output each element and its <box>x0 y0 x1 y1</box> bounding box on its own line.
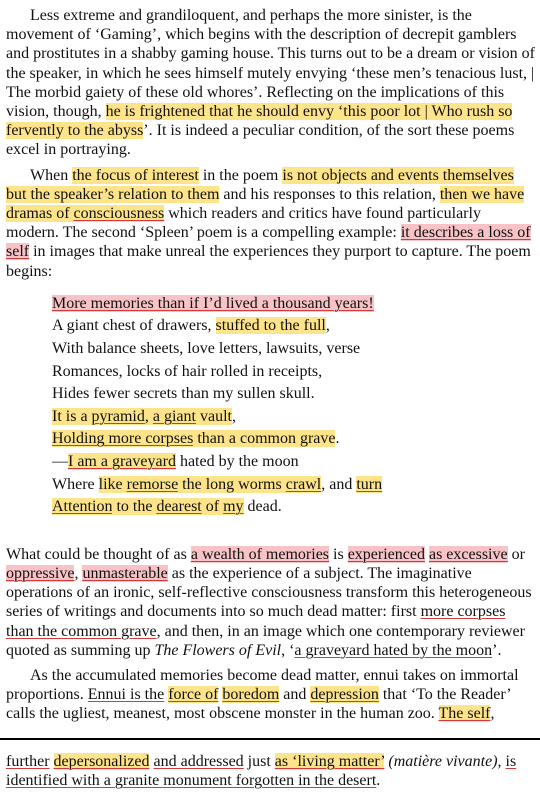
yellow-highlight: he is frightened that he should envy ‘this poor lot | Who rush so fervently to the abyss <box>6 103 513 140</box>
red-underline: and addressed <box>153 753 244 770</box>
text-run: , and <box>321 475 357 493</box>
red-underline: further <box>6 753 50 770</box>
text-run: as the experience of a subject. The imaginative operations of an ironic, self-reflective consciousness transform this heterogeneous series of writings and documents into so much dead matter: first <box>6 564 532 621</box>
text-run: , <box>325 317 330 335</box>
yellow-highlight: as ‘living matter’ <box>274 753 385 770</box>
text-run: in images that make unreal the experiences they purport to capture. The poem begins: <box>6 243 531 280</box>
yellow-highlight: like <box>98 475 127 493</box>
text-run: just <box>243 753 275 770</box>
text-run: that ‘To the Reader’ calls the ugliest, meanest, most obscene monster in the human zoo. <box>6 686 511 723</box>
yellow-highlight: is not objects and events themselves but the speaker’s relation to them <box>6 166 514 203</box>
pink-highlight: as excessive <box>428 545 508 563</box>
text-run: , <box>74 564 83 582</box>
text-run: Romances, locks of hair rolled in receipts, <box>52 362 323 380</box>
next-page-text <box>6 752 536 790</box>
red-underline: is identified with a granite monument forgotten in the desert <box>6 753 517 790</box>
pink-highlight: experienced <box>347 545 425 563</box>
text-run: When <box>30 166 73 184</box>
yellow-highlight: vault <box>195 407 232 425</box>
text-run: , <box>231 407 236 425</box>
text-run: , <box>490 705 495 723</box>
poem-line <box>52 383 536 406</box>
text-run: As the accumulated memories become dead matter, ennui takes on immortal proportions. <box>6 667 519 704</box>
yellow-highlight: consciousness <box>73 205 165 223</box>
italic-title: The Flowers of Evil <box>154 641 282 659</box>
yellow-highlight: my <box>223 498 244 516</box>
poem-line <box>52 451 536 474</box>
text-run: What could be thought of as <box>6 545 191 563</box>
text-run: — <box>52 453 68 470</box>
yellow-highlight: the long worms <box>178 475 286 493</box>
text-run: ’. It is indeed a peculiar condition, of the sort these poems excel in portraying. <box>6 122 515 159</box>
red-underline: more corpses than the common grave <box>6 603 506 640</box>
text-run: With balance sheets, love letters, lawsuits, verse <box>52 340 361 358</box>
yellow-highlight: the focus of interest <box>72 166 199 184</box>
text-run: , <box>497 753 506 770</box>
pink-highlight: unmasterable <box>82 564 168 582</box>
yellow-highlight: crawl <box>285 475 322 493</box>
text-run: Less extreme and grandiloquent, and perhaps the more sinister, is the movement of ‘Gaming’, which begins with the description of decrepit gamblers and prostitutes in a shabby gaming house. This turns out to be a dream or vision of the speaker, in which he sees himself mutely envying ‘these men’s tenacious lust, | The morbid gaiety of these old whores’. Reflecting on the implications of this vision, though, <box>6 7 535 121</box>
poem-line <box>52 474 536 497</box>
text-run: . <box>376 772 381 790</box>
poem-line <box>52 406 536 429</box>
poem-line <box>52 338 536 361</box>
pink-highlight: it describes a loss of self <box>6 224 531 261</box>
text-run: Where <box>52 475 99 493</box>
paragraph-ennui <box>6 666 536 724</box>
paragraph-consciousness <box>6 166 536 281</box>
yellow-highlight: dearest <box>156 498 202 516</box>
yellow-highlight: Holding more corpses <box>52 430 194 448</box>
poem-line <box>52 293 536 316</box>
text-run: which readers and critics have found particularly modern. The second ‘Spleen’ poem is a compelling example: <box>6 205 481 242</box>
yellow-highlight: a giant <box>152 407 196 425</box>
text-run: and his responses to this relation, <box>219 185 440 203</box>
yellow-highlight: force of <box>168 686 219 704</box>
yellow-highlight: of <box>201 498 224 516</box>
paragraph-gaming <box>6 6 536 160</box>
poem-line <box>52 315 536 338</box>
yellow-highlight: pyramid <box>91 407 145 425</box>
text-run: hated by the moon <box>175 453 299 470</box>
yellow-highlight: depression <box>310 686 379 704</box>
italic-title: (matière vivante) <box>388 753 498 770</box>
text-run: . <box>335 430 340 448</box>
yellow-highlight: I am a graveyard <box>68 453 176 470</box>
page-content <box>6 6 536 730</box>
red-underline: a graveyard hated by the moon <box>294 641 493 659</box>
yellow-highlight: to the <box>112 498 157 516</box>
text-run: A giant chest of drawers, <box>52 317 216 335</box>
text-run <box>50 753 54 770</box>
yellow-highlight: remorse <box>126 475 179 493</box>
yellow-highlight: Attention <box>52 498 113 516</box>
yellow-highlight: stuffed to the full <box>215 317 326 335</box>
text-run: is <box>329 545 348 563</box>
text-run: dead. <box>243 498 282 516</box>
yellow-highlight: then we have dramas of <box>6 185 525 223</box>
yellow-highlight: , <box>144 407 153 425</box>
yellow-highlight: than a common grave <box>193 430 336 448</box>
text-run: , ‘ <box>281 641 295 659</box>
pink-highlight: More memories than if I’d lived a thousand years! <box>52 294 374 312</box>
text-run: ’. <box>492 641 502 659</box>
pink-highlight: oppressive <box>6 564 75 582</box>
yellow-highlight: boredom <box>222 686 280 704</box>
yellow-highlight: The self <box>438 705 491 723</box>
red-underline: Ennui is the <box>87 686 165 704</box>
poem-line <box>52 361 536 384</box>
text-run: and <box>279 686 311 704</box>
poem-line <box>52 496 536 519</box>
paragraph-wealth-of-memories <box>6 545 536 660</box>
text-run: or <box>507 545 525 563</box>
text-run: , and then, in an image which one contemporary reviewer quoted as summing up <box>6 622 525 659</box>
poem-quote <box>52 293 536 519</box>
yellow-highlight: It is a <box>52 407 92 425</box>
yellow-highlight: depersonalized <box>53 753 150 770</box>
text-run: in the poem <box>198 166 283 184</box>
text-run: Hides fewer secrets than my sullen skull. <box>52 385 315 403</box>
yellow-highlight: turn <box>356 475 383 493</box>
pink-highlight: a wealth of memories <box>190 545 330 563</box>
page-divider <box>0 738 540 740</box>
poem-line <box>52 428 536 451</box>
